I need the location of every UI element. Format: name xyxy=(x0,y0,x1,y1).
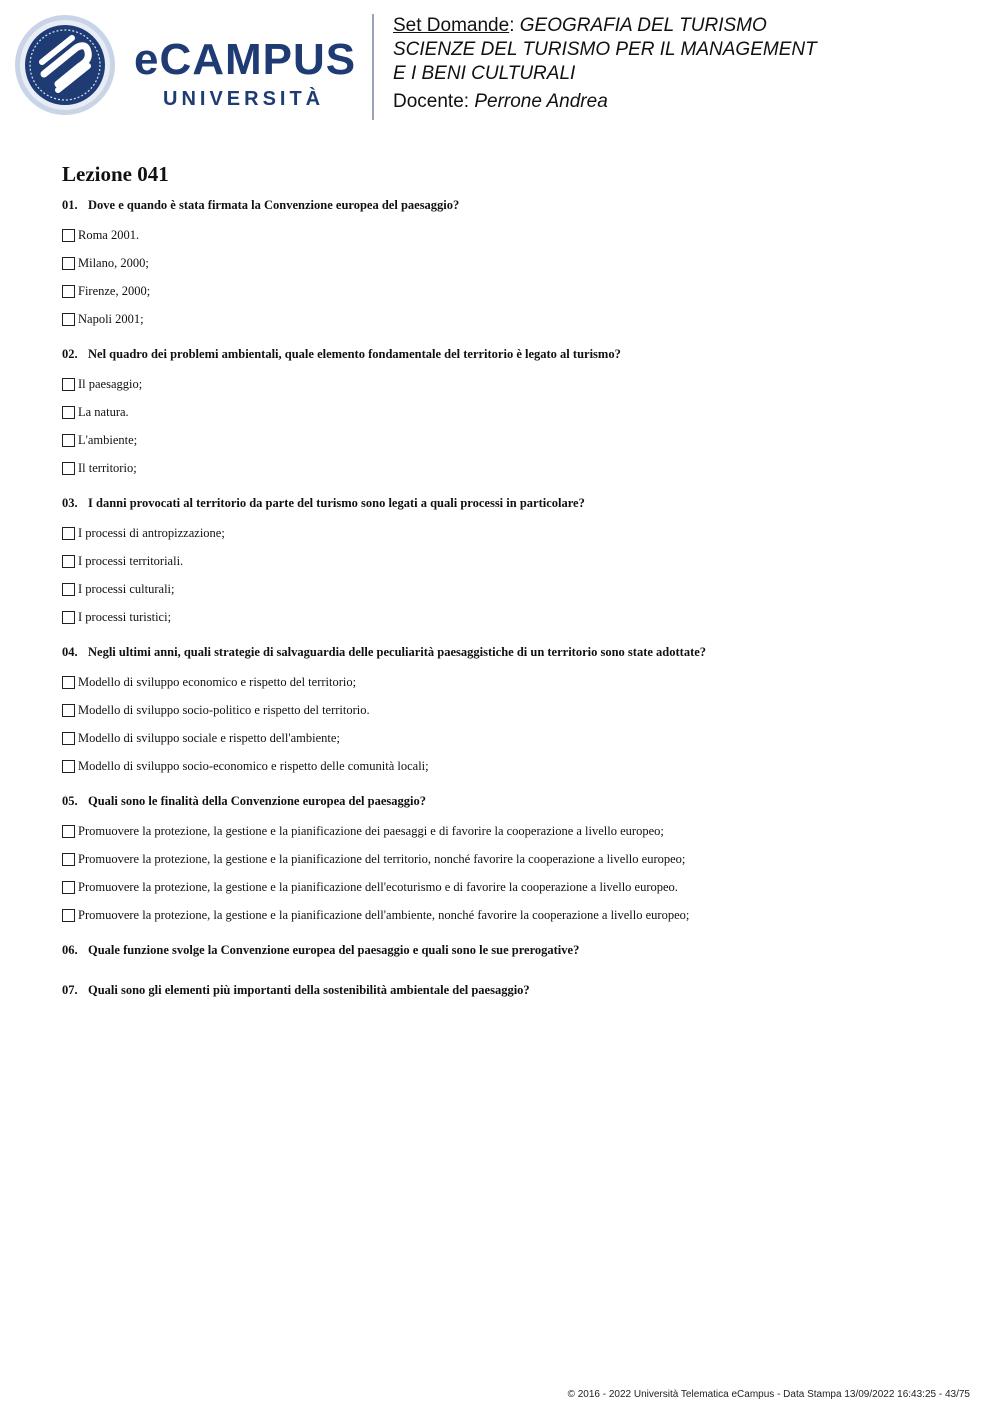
question-number: 04. xyxy=(62,645,78,659)
ecampus-logo-emblem xyxy=(14,14,116,116)
answer-option[interactable] xyxy=(62,873,962,901)
ecampus-logo-subtitle: UNIVERSITÀ xyxy=(163,88,325,110)
question-label: Quali sono le finalità della Convenzione europea del paesaggio? xyxy=(88,794,426,808)
answer-list xyxy=(62,221,962,333)
course-info xyxy=(393,14,953,114)
checkbox[interactable] xyxy=(62,704,75,717)
answer-label: Il territorio; xyxy=(78,460,137,475)
answer-label: Modello di sviluppo socio-politico e rispetto del territorio. xyxy=(78,702,370,717)
answer-option[interactable] xyxy=(62,249,962,277)
question-label: Nel quadro dei problemi ambientali, quale elemento fondamentale del territorio è legato al turismo? xyxy=(88,347,621,361)
answer-list xyxy=(62,370,962,482)
checkbox[interactable] xyxy=(62,611,75,624)
answer-label: I processi turistici; xyxy=(78,609,172,624)
question-label: Negli ultimi anni, quali strategie di salvaguardia delle peculiarità paesaggistiche di un territorio sono state adottate? xyxy=(88,645,707,659)
question-block xyxy=(62,344,962,482)
question-label: Dove e quando è stata firmata la Convenzione europea del paesaggio? xyxy=(88,198,460,212)
question-number: 06. xyxy=(62,943,78,957)
answer-label: Roma 2001. xyxy=(78,227,140,242)
answer-label: Modello di sviluppo economico e rispetto del territorio; xyxy=(78,674,357,689)
checkbox[interactable] xyxy=(62,853,75,866)
set-line: Set Domande: GEOGRAFIA DEL TURISMO xyxy=(393,15,767,36)
checkbox[interactable] xyxy=(62,229,75,242)
question-text xyxy=(62,642,962,662)
question-text xyxy=(62,940,962,960)
question-text xyxy=(62,791,962,811)
checkbox[interactable] xyxy=(62,732,75,745)
question-label: I danni provocati al territorio da parte del turismo sono legati a quali processi in particolare? xyxy=(88,496,585,510)
checkbox[interactable] xyxy=(62,583,75,596)
checkbox[interactable] xyxy=(62,825,75,838)
answer-option[interactable] xyxy=(62,221,962,249)
page-footer: © 2016 - 2022 Università Telematica eCampus - Data Stampa 13/09/2022 16:43:25 - 43/75 xyxy=(567,1389,970,1400)
answer-label: Firenze, 2000; xyxy=(78,283,151,298)
answer-list xyxy=(62,668,962,780)
question-block xyxy=(62,980,962,1000)
checkbox[interactable] xyxy=(62,676,75,689)
question-block xyxy=(62,791,962,929)
answer-option[interactable] xyxy=(62,696,962,724)
answer-label: Promuovere la protezione, la gestione e la pianificazione dei paesaggi e di favorire la cooperazione a livello europeo; xyxy=(78,823,664,838)
lesson-title: Lezione 041 xyxy=(62,162,169,186)
checkbox[interactable] xyxy=(62,285,75,298)
answer-label: I processi di antropizzazione; xyxy=(78,525,225,540)
answer-option[interactable] xyxy=(62,398,962,426)
checkbox[interactable] xyxy=(62,909,75,922)
course-name-line2: E I BENI CULTURALI xyxy=(393,63,576,84)
answer-label: Modello di sviluppo sociale e rispetto dell'ambiente; xyxy=(78,730,340,745)
answer-option[interactable] xyxy=(62,901,962,929)
question-block xyxy=(62,642,962,780)
question-label: Quali sono gli elementi più importanti della sostenibilità ambientale del paesaggio? xyxy=(88,983,530,997)
checkbox[interactable] xyxy=(62,527,75,540)
answer-label: Promuovere la protezione, la gestione e la pianificazione dell'ambiente, nonché favorire la cooperazione a livello europeo; xyxy=(78,907,690,922)
checkbox[interactable] xyxy=(62,406,75,419)
answer-label: I processi culturali; xyxy=(78,581,175,596)
question-block xyxy=(62,195,962,333)
question-block xyxy=(62,493,962,631)
page-header xyxy=(0,0,1000,125)
answer-label: Promuovere la protezione, la gestione e la pianificazione dell'ecoturismo e di favorire la cooperazione a livello europeo. xyxy=(78,879,678,894)
question-label: Quale funzione svolge la Convenzione europea del paesaggio e quali sono le sue prerogative? xyxy=(88,943,580,957)
answer-option[interactable] xyxy=(62,277,962,305)
checkbox[interactable] xyxy=(62,881,75,894)
answer-option[interactable] xyxy=(62,426,962,454)
checkbox[interactable] xyxy=(62,257,75,270)
answer-option[interactable] xyxy=(62,668,962,696)
answer-option[interactable] xyxy=(62,603,962,631)
teacher-label: Docente: xyxy=(393,91,470,112)
header-divider xyxy=(372,14,374,120)
question-text xyxy=(62,195,962,215)
subject-name: GEOGRAFIA DEL TURISMO xyxy=(519,15,767,36)
answer-option[interactable] xyxy=(62,845,962,873)
question-number: 03. xyxy=(62,496,78,510)
question-text xyxy=(62,980,962,1000)
question-number: 01. xyxy=(62,198,78,212)
answer-option[interactable] xyxy=(62,575,962,603)
answer-label: Milano, 2000; xyxy=(78,255,149,270)
answer-option[interactable] xyxy=(62,817,962,845)
question-text xyxy=(62,493,962,513)
question-list xyxy=(62,195,962,1020)
answer-option[interactable] xyxy=(62,519,962,547)
answer-label: La natura. xyxy=(78,404,129,419)
answer-label: Promuovere la protezione, la gestione e la pianificazione del territorio, nonché favorire la cooperazione a livello europeo; xyxy=(78,851,686,866)
answer-option[interactable] xyxy=(62,370,962,398)
question-text xyxy=(62,344,962,364)
course-name-line1: SCIENZE DEL TURISMO PER IL MANAGEMENT xyxy=(393,39,817,60)
checkbox[interactable] xyxy=(62,434,75,447)
ecampus-logo-wordmark: eCAMPUS xyxy=(134,35,357,84)
answer-option[interactable] xyxy=(62,547,962,575)
question-number: 02. xyxy=(62,347,78,361)
checkbox[interactable] xyxy=(62,462,75,475)
question-number: 07. xyxy=(62,983,78,997)
question-number: 05. xyxy=(62,794,78,808)
answer-list xyxy=(62,817,962,929)
teacher-name: Perrone Andrea xyxy=(474,91,608,112)
answer-label: L'ambiente; xyxy=(78,432,138,447)
answer-label: I processi territoriali. xyxy=(78,553,184,568)
teacher-line xyxy=(393,90,953,114)
answer-label: Il paesaggio; xyxy=(78,376,143,391)
answer-option[interactable] xyxy=(62,305,962,333)
checkbox[interactable] xyxy=(62,313,75,326)
answer-label: Napoli 2001; xyxy=(78,311,144,326)
checkbox[interactable] xyxy=(62,760,75,773)
checkbox[interactable] xyxy=(62,378,75,391)
answer-option[interactable] xyxy=(62,724,962,752)
set-label: Set Domande xyxy=(393,15,510,36)
answer-label: Modello di sviluppo socio-economico e rispetto delle comunità locali; xyxy=(78,758,429,773)
answer-option[interactable] xyxy=(62,454,962,482)
checkbox[interactable] xyxy=(62,555,75,568)
answer-option[interactable] xyxy=(62,752,962,780)
answer-list xyxy=(62,519,962,631)
question-block xyxy=(62,940,962,960)
